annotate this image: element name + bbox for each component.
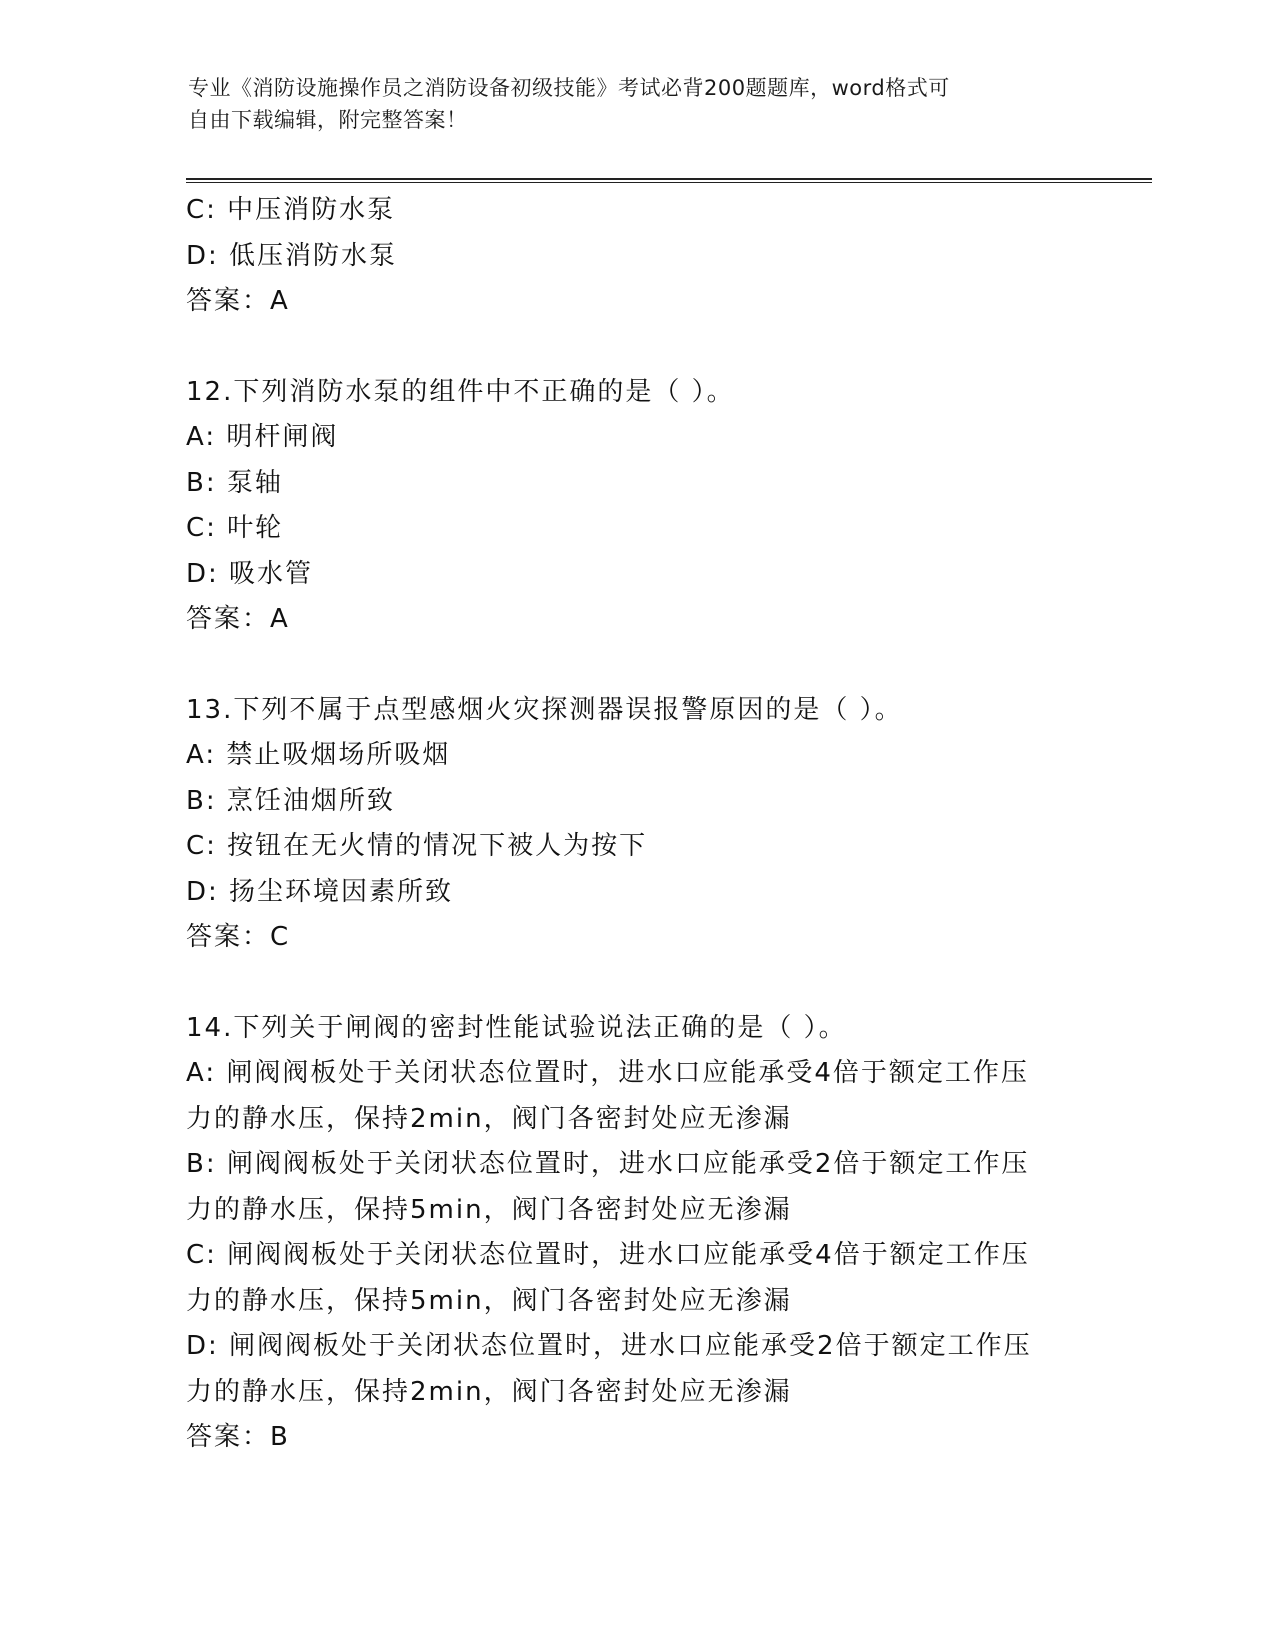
- question-11-tail: [186, 188, 1086, 325]
- answer: 答案：A: [186, 604, 290, 634]
- question-stem: 12.下列消防水泵的组件中不正确的是（ ）。: [186, 376, 735, 407]
- question-13: [186, 688, 1086, 961]
- question-stem: 14.下列关于闸阀的密封性能试验说法正确的是（ ）。: [186, 1012, 847, 1043]
- option-b: B: 烹饪油烟所致: [186, 785, 395, 816]
- option-c: C: 中压消防水泵: [186, 195, 396, 225]
- page-header: [188, 72, 1088, 136]
- answer: 答案：C: [186, 922, 291, 952]
- option-c-line-1: C: 闸阀阀板处于关闭状态位置时，进水口应能承受4倍于额定工作压: [186, 1240, 1030, 1270]
- document-body: [186, 188, 1086, 1461]
- answer: 答案：A: [186, 286, 290, 316]
- option-c-line-2: 力的静水压，保持5min，阀门各密封处应无渗漏: [186, 1285, 792, 1316]
- option-a: A: 明杆闸阀: [186, 422, 339, 452]
- option-b-line-2: 力的静水压，保持5min，阀门各密封处应无渗漏: [186, 1194, 792, 1225]
- question-12: [186, 370, 1086, 643]
- option-d: D: 扬尘环境因素所致: [186, 876, 454, 907]
- document-title-line-2: 自由下载编辑，附完整答案！: [188, 108, 468, 132]
- option-b-line-1: B: 闸阀阀板处于关闭状态位置时，进水口应能承受2倍于额定工作压: [186, 1149, 1030, 1179]
- option-a-line-2: 力的静水压，保持2min，阀门各密封处应无渗漏: [186, 1103, 792, 1134]
- option-d: D: 低压消防水泵: [186, 240, 398, 271]
- question-14: [186, 1006, 1086, 1461]
- header-divider: [186, 178, 1152, 183]
- option-c: C: 按钮在无火情的情况下被人为按下: [186, 831, 648, 861]
- option-d-line-1: D: 闸阀阀板处于关闭状态位置时，进水口应能承受2倍于额定工作压: [186, 1331, 1032, 1361]
- document-title-line-1: 专业《消防设施操作员之消防设备初级技能》考试必背200题题库，word格式可: [188, 76, 950, 100]
- option-c: C: 叶轮: [186, 513, 284, 543]
- option-a: A: 禁止吸烟场所吸烟: [186, 740, 451, 770]
- option-a-line-1: A: 闸阀阀板处于关闭状态位置时，进水口应能承受4倍于额定工作压: [186, 1058, 1029, 1088]
- option-d-line-2: 力的静水压，保持2min，阀门各密封处应无渗漏: [186, 1376, 792, 1407]
- option-d: D: 吸水管: [186, 558, 314, 589]
- question-stem: 13.下列不属于点型感烟火灾探测器误报警原因的是（ ）。: [186, 694, 903, 725]
- option-b: B: 泵轴: [186, 467, 283, 498]
- answer: 答案：B: [186, 1422, 290, 1452]
